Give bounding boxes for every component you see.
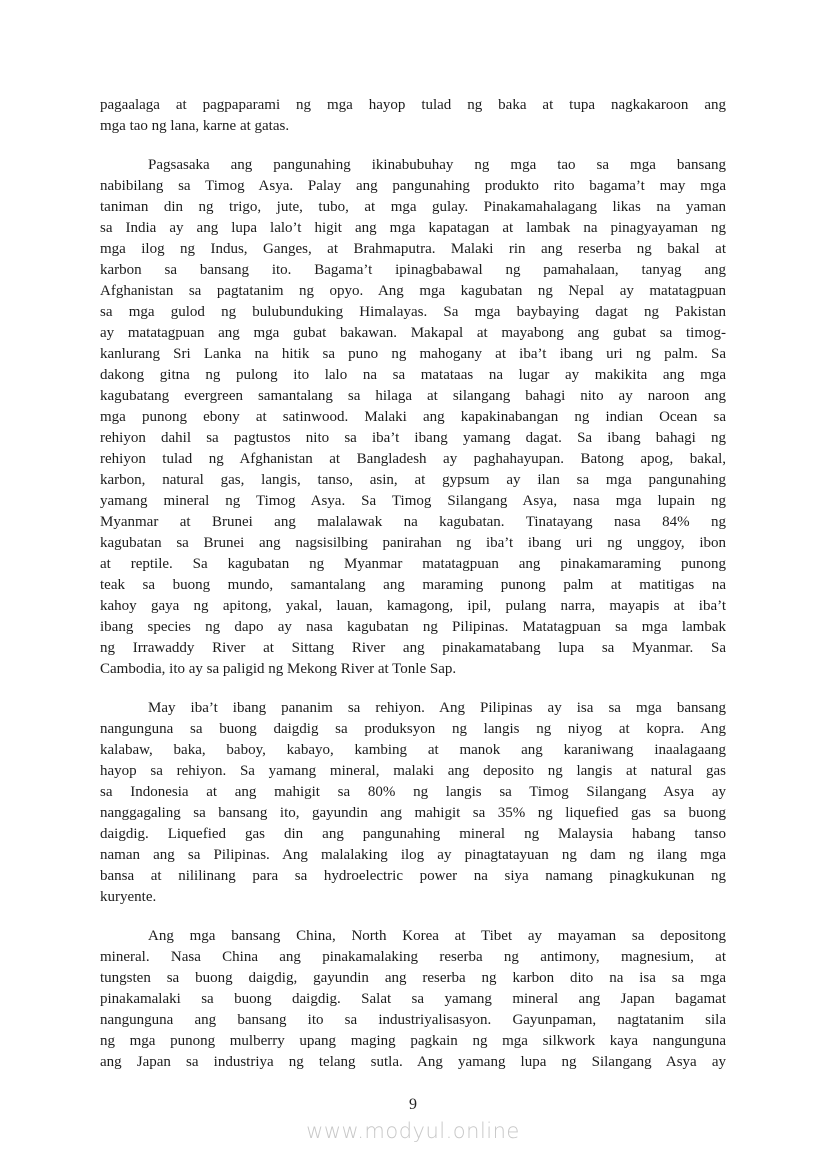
text-line: Cambodia, ito ay sa paligid ng Mekong River at Tonle Sap. bbox=[100, 661, 457, 677]
text-line: taniman din ng trigo, jute, tubo, at mga gulay. Pinakamahalagang likas na yaman bbox=[100, 199, 726, 215]
text-line: kagubatang evergreen samantalang sa hilaga at silangang bahagi nito ay naroon ang bbox=[100, 388, 726, 404]
text-line: ng mga punong mulberry upang maging pagkain ng mga silkwork kaya nangunguna bbox=[100, 1033, 726, 1049]
paragraph bbox=[100, 698, 726, 908]
text-line: Afghanistan sa pagtatanim ng opyo. Ang mga kagubatan ng Nepal ay matatagpuan bbox=[100, 283, 726, 299]
text-line: pagaalaga at pagpaparami ng mga hayop tulad ng baka at tupa nagkakaroon ang bbox=[100, 97, 726, 113]
text-line: Ang mga bansang China, North Korea at Tibet ay mayaman sa depositong bbox=[148, 928, 726, 944]
text-line: bansa at nililinang para sa hydroelectric power na siya namang pinagkukunan ng bbox=[100, 868, 726, 884]
text-line: kahoy gaya ng apitong, yakal, lauan, kamagong, ipil, pulang narra, mayapis at iba’t bbox=[100, 598, 726, 614]
text-line: kuryente. bbox=[100, 889, 157, 905]
paragraph bbox=[100, 926, 726, 1073]
text-line: mga ilog ng Indus, Ganges, at Brahmaputra. Malaki rin ang reserba ng bakal at bbox=[100, 241, 726, 257]
text-line: rehiyon tulad ng Afghanistan at Bangladesh ay paghahayupan. Batong apog, bakal, bbox=[100, 451, 726, 467]
text-line: nabibilang sa Timog Asya. Palay ang pangunahing produkto rito bagama’t may mga bbox=[100, 178, 726, 194]
text-line: mga tao ng lana, karne at gatas. bbox=[100, 118, 290, 134]
text-line: hayop sa rehiyon. Sa yamang mineral, malaki ang deposito ng langis at natural gas bbox=[100, 763, 726, 779]
text-line: ng Irrawaddy River at Sittang River ang pinakamatabang lupa sa Myanmar. Sa bbox=[100, 640, 726, 656]
text-line: Myanmar at Brunei ang malalawak na kagubatan. Tinatayang nasa 84% ng bbox=[100, 514, 726, 530]
text-line: kanlurang Sri Lanka na hitik sa puno ng mahogany at iba’t ibang uri ng palm. Sa bbox=[100, 346, 726, 362]
text-line: ibang species ng dapo ay nasa kagubatan ng Pilipinas. Matatagpuan sa mga lambak bbox=[100, 619, 726, 635]
text-line: rehiyon dahil sa pagtustos nito sa iba’t ibang yamang dagat. Sa ibang bahagi ng bbox=[100, 430, 726, 446]
paragraph bbox=[100, 95, 726, 137]
text-line: sa mga gulod ng bulubunduking Himalayas. Sa mga baybaying dagat ng Pakistan bbox=[100, 304, 726, 320]
text-line: nanggagaling sa bansang ito, gayundin ang mahigit sa 35% ng liquefied gas sa buong bbox=[100, 805, 726, 821]
text-line: kagubatan sa Brunei ang nagsisilbing panirahan ng iba’t ibang uri ng unggoy, ibon bbox=[100, 535, 726, 551]
text-line: Pagsasaka ang pangunahing ikinabubuhay ng mga tao sa mga bansang bbox=[148, 157, 726, 173]
text-line: May iba’t ibang pananim sa rehiyon. Ang Pilipinas ay isa sa mga bansang bbox=[148, 700, 726, 716]
text-line: karbon, natural gas, langis, tanso, asin, at gypsum ay ilan sa mga pangunahing bbox=[100, 472, 726, 488]
text-line: tungsten sa buong daigdig, gayundin ang reserba ng karbon dito na isa sa mga bbox=[100, 970, 726, 986]
text-line: kalabaw, baka, baboy, kabayo, kambing at manok ang karaniwang inaalagaang bbox=[100, 742, 726, 758]
text-line: sa Indonesia at ang mahigit sa 80% ng langis sa Timog Silangang Asya ay bbox=[100, 784, 726, 800]
document-body bbox=[100, 95, 726, 1091]
watermark-text: www.modyul.online bbox=[306, 1119, 520, 1143]
text-line: yamang mineral ng Timog Asya. Sa Timog Silangang Asya, nasa mga lupain ng bbox=[100, 493, 726, 509]
text-line: nangunguna ang bansang ito sa industriyalisasyon. Gayunpaman, nagtatanim sila bbox=[100, 1012, 726, 1028]
text-line: mga punong ebony at satinwood. Malaki ang kapakinabangan ng indian Ocean sa bbox=[100, 409, 726, 425]
paragraph bbox=[100, 155, 726, 680]
page-number: 9 bbox=[409, 1096, 417, 1113]
text-line: sa India ay ang lupa lalo’t higit ang mga kapatagan at lambak na pinagyayaman ng bbox=[100, 220, 726, 236]
text-line: naman ang sa Pilipinas. Ang malalaking ilog ay pinagtatayuan ng dam ng ilang mga bbox=[100, 847, 726, 863]
text-line: ay matatagpuan ang mga gubat bakawan. Makapal at mayabong ang gubat sa timog- bbox=[100, 325, 726, 341]
text-line: at reptile. Sa kagubatan ng Myanmar matatagpuan ang pinakamaraming punong bbox=[100, 556, 726, 572]
text-line: nangunguna sa buong daigdig sa produksyon ng langis ng niyog at kopra. Ang bbox=[100, 721, 726, 737]
text-line: karbon sa bansang ito. Bagama’t ipinagbabawal ng pamahalaan, tanyag ang bbox=[100, 262, 726, 278]
text-line: ang Japan sa industriya ng telang sutla. Ang yamang lupa ng Silangang Asya ay bbox=[100, 1054, 726, 1070]
text-line: pinakamalaki sa buong daigdig. Salat sa yamang mineral ang Japan bagamat bbox=[100, 991, 726, 1007]
text-line: mineral. Nasa China ang pinakamalaking reserba ng antimony, magnesium, at bbox=[100, 949, 726, 965]
text-line: daigdig. Liquefied gas din ang pangunahing mineral ng Malaysia habang tanso bbox=[100, 826, 726, 842]
text-line: dakong gitna ng pulong ito lalo na sa matataas na lugar ay makikita ang mga bbox=[100, 367, 726, 383]
text-line: teak sa buong mundo, samantalang ang maraming punong palm at matitigas na bbox=[100, 577, 726, 593]
